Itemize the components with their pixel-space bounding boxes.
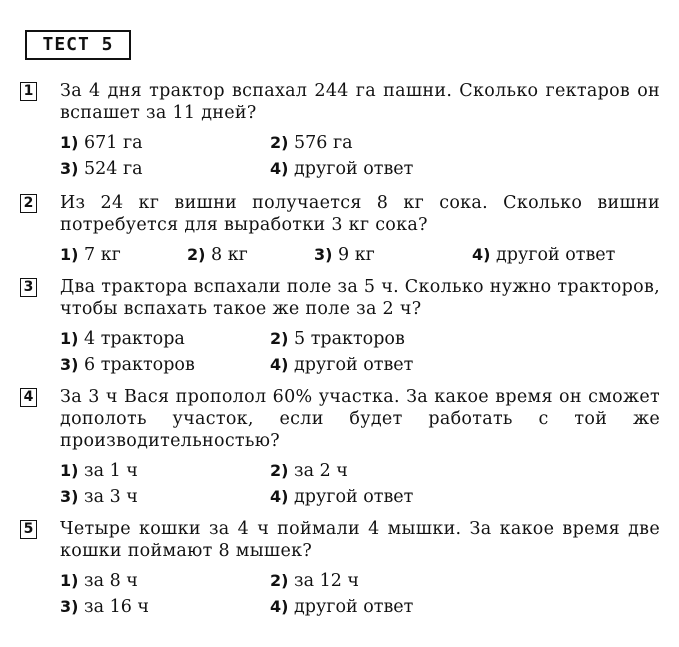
answer-option: 4) другой ответ bbox=[270, 355, 414, 375]
answer-option: 4) другой ответ bbox=[270, 159, 414, 179]
question-3 bbox=[20, 276, 660, 378]
answer-option: 3) за 16 ч bbox=[60, 597, 149, 617]
answer-option: 3) 524 га bbox=[60, 159, 143, 179]
answer-options bbox=[60, 242, 660, 268]
question-text: За 3 ч Вася прополол 60% участка. За какое время он сможет дополоть участок, если будет работать с той же производительностью? bbox=[60, 387, 660, 451]
answer-options bbox=[60, 326, 660, 378]
question-number: 5 bbox=[20, 520, 37, 539]
question-text: Четыре кошки за 4 ч поймали 4 мышки. За какое время две кошки поймают 8 мышек? bbox=[60, 519, 660, 561]
answer-option: 1) за 8 ч bbox=[60, 571, 138, 591]
question-number: 2 bbox=[20, 194, 37, 213]
answer-option: 2) 5 тракторов bbox=[270, 329, 405, 349]
question-number: 4 bbox=[20, 388, 37, 407]
answer-option: 2) 8 кг bbox=[187, 245, 248, 265]
answer-option: 1) за 1 ч bbox=[60, 461, 138, 481]
answer-options bbox=[60, 130, 660, 182]
answer-options bbox=[60, 458, 660, 510]
answer-option: 1) 7 кг bbox=[60, 245, 121, 265]
question-2 bbox=[20, 192, 660, 268]
answer-option: 2) за 12 ч bbox=[270, 571, 359, 591]
question-text: Из 24 кг вишни получается 8 кг сока. Сколько вишни потребуется для выработки 3 кг сока? bbox=[60, 193, 660, 235]
question-text: Два трактора вспахали поле за 5 ч. Сколько нужно тракторов, чтобы вспахать такое же поле за 2 ч? bbox=[60, 277, 661, 319]
question-5 bbox=[20, 518, 660, 620]
question-1 bbox=[20, 80, 660, 182]
answer-option: 1) 4 трактора bbox=[60, 329, 185, 349]
answer-options bbox=[60, 568, 660, 620]
answer-option: 3) 6 тракторов bbox=[60, 355, 195, 375]
answer-option: 3) 9 кг bbox=[314, 245, 375, 265]
question-text: За 4 дня трактор вспахал 244 га пашни. Сколько гектаров он вспашет за 11 дней? bbox=[60, 81, 660, 123]
answer-option: 4) другой ответ bbox=[472, 245, 616, 265]
question-4 bbox=[20, 386, 660, 510]
question-number: 1 bbox=[20, 82, 37, 101]
answer-option: 4) другой ответ bbox=[270, 487, 414, 507]
answer-option: 2) за 2 ч bbox=[270, 461, 348, 481]
answer-option: 2) 576 га bbox=[270, 133, 353, 153]
answer-option: 3) за 3 ч bbox=[60, 487, 138, 507]
answer-option: 4) другой ответ bbox=[270, 597, 414, 617]
test-title: ТЕСТ 5 bbox=[25, 30, 131, 60]
question-number: 3 bbox=[20, 278, 37, 297]
answer-option: 1) 671 га bbox=[60, 133, 143, 153]
